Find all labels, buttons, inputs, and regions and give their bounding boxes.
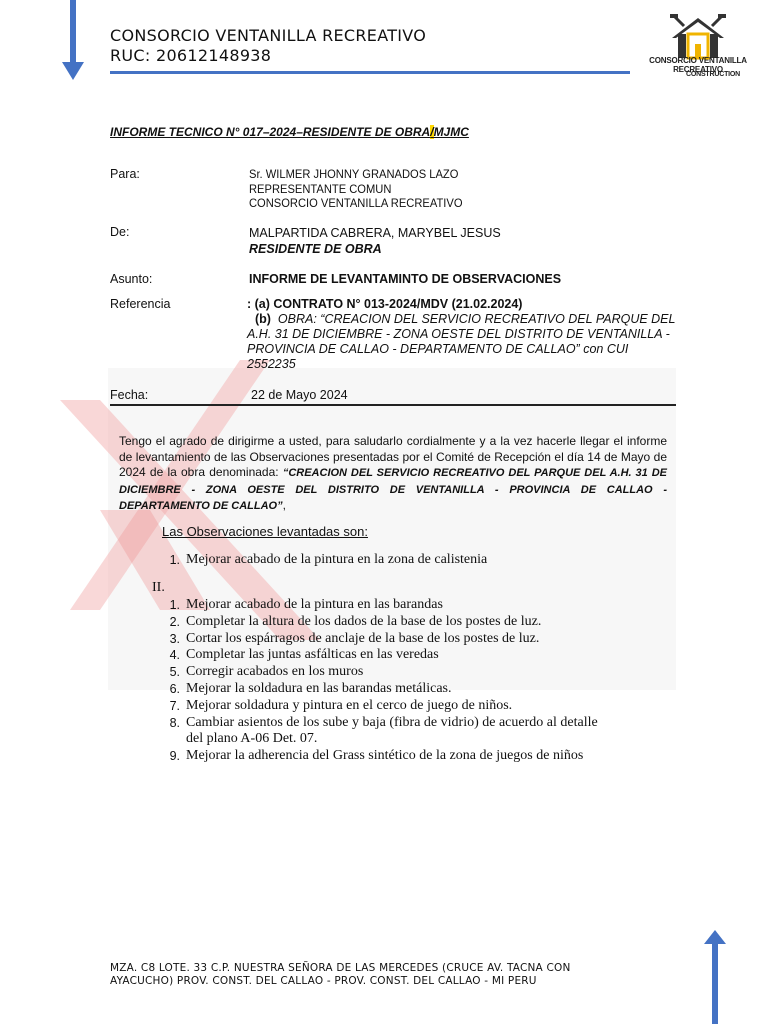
company-name: CONSORCIO VENTANILLA RECREATIVO — [110, 26, 427, 45]
list-number: 2. — [169, 614, 180, 629]
asunto-value: INFORME DE LEVANTAMINTO DE OBSERVACIONES — [249, 272, 562, 286]
list-item — [162, 597, 682, 614]
list-item — [162, 614, 682, 631]
footer-address: MZA. C8 LOTE. 33 C.P. NUESTRA SEÑORA DE LAS MERCEDES (CRUCE AV. TACNA CON AYACUCHO) PROV. CONST. DEL CALLAO - PROV. CONST. DEL CALLAO - MI PERU — [110, 962, 571, 987]
asunto-label: Asunto: — [110, 272, 153, 286]
list-number: 3. — [169, 631, 180, 646]
de-value — [249, 225, 501, 257]
observations-list-2 — [162, 597, 682, 765]
list-item — [162, 715, 606, 749]
arrow-down-icon — [62, 0, 84, 80]
list-number: 8. — [169, 715, 180, 730]
list-text: Mejorar soldadura y pintura en el cerco de juego de niños. — [186, 697, 513, 713]
list-number: 4. — [169, 648, 180, 663]
list-text: Completar las juntas asfálticas en las veredas — [186, 647, 439, 663]
list-item — [162, 681, 682, 698]
title-highlight: / — [430, 125, 434, 139]
list-text: Mejorar la soldadura en las barandas metálicas. — [186, 680, 452, 696]
list-number: 1. — [169, 553, 180, 567]
title-part2: MJMC — [433, 125, 469, 139]
list-item — [162, 647, 682, 664]
roman-heading: II. — [152, 580, 165, 595]
observations-list-1 — [162, 552, 682, 569]
paragraph-end: , — [282, 498, 286, 512]
list-number: 1. — [169, 598, 180, 612]
ref-a: : (a) CONTRATO N° 013-2024/MDV (21.02.2024) — [247, 297, 523, 311]
header-rule — [110, 71, 630, 74]
title-part1: INFORME TECNICO N° 017–2024–RESIDENTE DE OBRA — [110, 125, 431, 139]
de-line2: RESIDENTE DE OBRA — [249, 242, 382, 256]
intro-paragraph — [119, 434, 667, 515]
company-header — [110, 26, 426, 66]
list-number: 5. — [169, 665, 180, 680]
list-item — [162, 631, 682, 648]
list-text: Cambiar asientos de los sube y baja (fibra de vidrio) de acuerdo al detalle del plano A-06 Det. 07. — [186, 714, 598, 747]
fecha-label: Fecha: — [110, 388, 149, 402]
list-number: 6. — [169, 681, 180, 696]
list-text: Mejorar acabado de la pintura en la zona de calistenia — [186, 552, 488, 567]
company-ruc: RUC: 20612148938 — [110, 46, 272, 65]
list-text: Cortar los espárragos de anclaje de la base de los postes de luz. — [186, 630, 540, 646]
ref-b-text: OBRA: “CREACION DEL SERVICIO RECREATIVO DEL PARQUE DEL A.H. 31 DE DICIEMBRE - ZONA OESTE DEL DISTRITO DE VENTANILLA - PROVINCIA DE CALLAO - DEPARTAMENTO DE CALLAO” con CUI 2552235 — [247, 312, 676, 371]
logo-caption — [640, 56, 756, 78]
list-text: Mejorar la adherencia del Grass sintético de la zona de juegos de niños — [186, 748, 584, 764]
fecha-rule — [110, 404, 676, 406]
para-label: Para: — [110, 167, 140, 181]
de-line1: MALPARTIDA CABRERA, MARYBEL JESUS — [249, 226, 501, 240]
list-item — [162, 698, 682, 715]
list-item — [162, 664, 682, 681]
list-text: Corregir acabados en los muros — [186, 664, 364, 680]
fecha-value: 22 de Mayo 2024 — [251, 388, 348, 402]
ref-b-label: (b) — [255, 312, 271, 326]
logo-subtext: CONSTRUCTION — [686, 71, 740, 78]
list-item — [162, 552, 682, 569]
list-text: Completar la altura de los dados de la base de los postes de luz. — [186, 613, 542, 629]
para-value — [249, 167, 463, 211]
observations-title: Las Observaciones levantadas son: — [162, 524, 368, 539]
logo-text: CONSORCIO VENTANILLA RECREATIVO — [649, 56, 747, 74]
list-number: 7. — [169, 698, 180, 713]
para-line2: REPRESENTANTE COMUN — [249, 181, 392, 196]
document-title — [110, 125, 469, 139]
para-line1: Sr. WILMER JHONNY GRANADOS LAZO — [249, 167, 459, 181]
paragraph-text: Tengo el agrado de dirigirme a usted, para saludarlo cordialmente y a la vez hacerle llegar el informe de levantamiento de las Observaciones presentadas por el Comité de Recepción el día 14 de Mayo de 2024 de la obra denominada: — [119, 434, 667, 479]
referencia-value — [247, 297, 677, 372]
list-item — [162, 748, 682, 765]
de-label: De: — [110, 225, 130, 239]
list-number: 9. — [169, 749, 180, 764]
arrow-up-icon — [704, 930, 726, 1024]
referencia-label: Referencia — [110, 297, 171, 311]
paragraph-bold: “CREACION DEL SERVICIO RECREATIVO DEL PARQUE DEL A.H. 31 DE DICIEMBRE - ZONA OESTE DEL DISTRITO DE VENTANILLA - PROVINCIA DE CALLAO - DEPARTAMENTO DE CALLAO” — [119, 467, 667, 512]
para-line3: CONSORCIO VENTANILLA RECREATIVO — [249, 196, 463, 210]
list-text: Mejorar acabado de la pintura en las barandas — [186, 597, 443, 612]
